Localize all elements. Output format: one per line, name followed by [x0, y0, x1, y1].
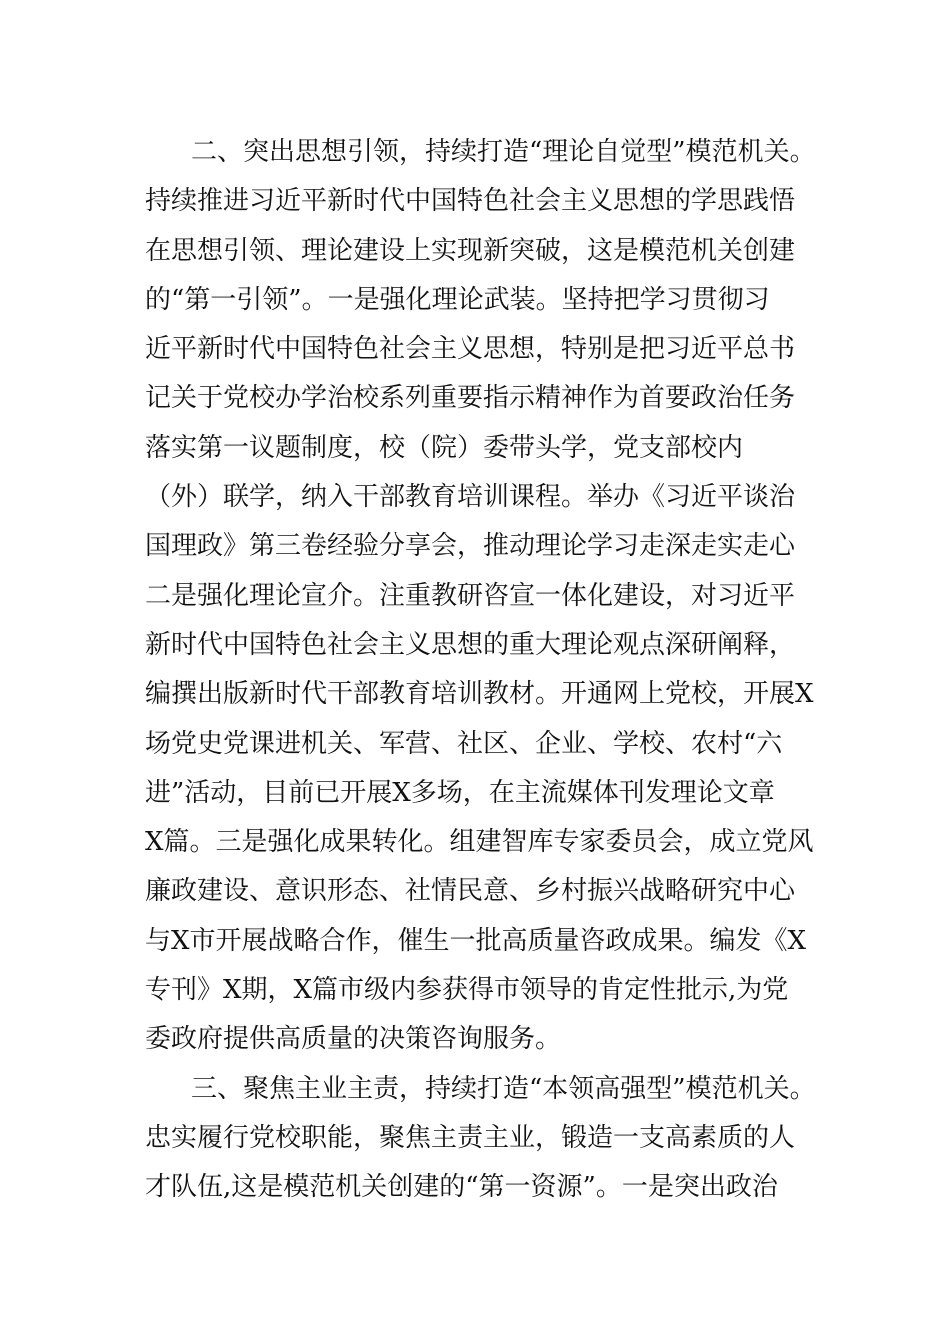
text-line: X篇。三是强化成果转化。组建智库专家委员会，成立党风 — [145, 827, 814, 858]
text-line: 新时代中国特色社会主义思想的重大理论观点深研阐释， — [145, 629, 796, 660]
section-heading-3: 三、聚焦主业主责，持续打造“本领高强型”模范机关。 — [191, 1073, 816, 1104]
text-line: 廉政建设、意识形态、社情民意、乡村振兴战略研究中心 — [145, 876, 796, 907]
body-text — [145, 128, 825, 1213]
section-heading-2: 二、突出思想引领，持续打造“理论自觉型”模范机关。 — [191, 137, 816, 167]
text-line: （外）联学，纳入干部教育培训课程。举办《习近平谈治 — [145, 482, 796, 513]
text-line: 与X市开展战略合作，催生一批高质量咨政成果。编发《X — [145, 925, 807, 956]
text-line: 委政府提供高质量的决策咨询服务。 — [145, 1024, 562, 1055]
text-line: 在思想引领、理论建设上实现新突破，这是模范机关创建 — [145, 235, 796, 266]
text-line: 落实第一议题制度，校（院）委带头学，党支部校内 — [145, 432, 744, 463]
text-line: 场党史党课进机关、军营、社区、企业、学校、农村“六 — [145, 728, 783, 759]
text-line: 持续推进习近平新时代中国特色社会主义思想的学思践悟 — [145, 186, 796, 217]
text-line: 的“第一引领”。一是强化理论武装。坚持把学习贯彻习 — [145, 284, 770, 315]
text-line: 编撰出版新时代干部教育培训教材。开通网上党校，开展X — [145, 679, 814, 710]
text-line: 专刊》X期，X篇市级内参获得市领导的肯定性批示,为党 — [145, 975, 789, 1006]
text-line: 才队伍,这是模范机关创建的“第一资源”。一是突出政治 — [145, 1172, 778, 1203]
text-line: 忠实履行党校职能，聚焦主责主业，锻造一支高素质的人 — [145, 1122, 796, 1153]
text-line: 二是强化理论宣介。注重教研咨宣一体化建设，对习近平 — [145, 580, 796, 611]
text-line: 记关于党校办学治校系列重要指示精神作为首要政治任务 — [145, 383, 796, 414]
text-line: 国理政》第三卷经验分享会，推动理论学习走深走实走心 — [145, 531, 796, 562]
text-line: 近平新时代中国特色社会主义思想，特别是把习近平总书 — [145, 334, 796, 365]
text-line: 进”活动，目前已开展X多场，在主流媒体刊发理论文章 — [145, 777, 775, 808]
